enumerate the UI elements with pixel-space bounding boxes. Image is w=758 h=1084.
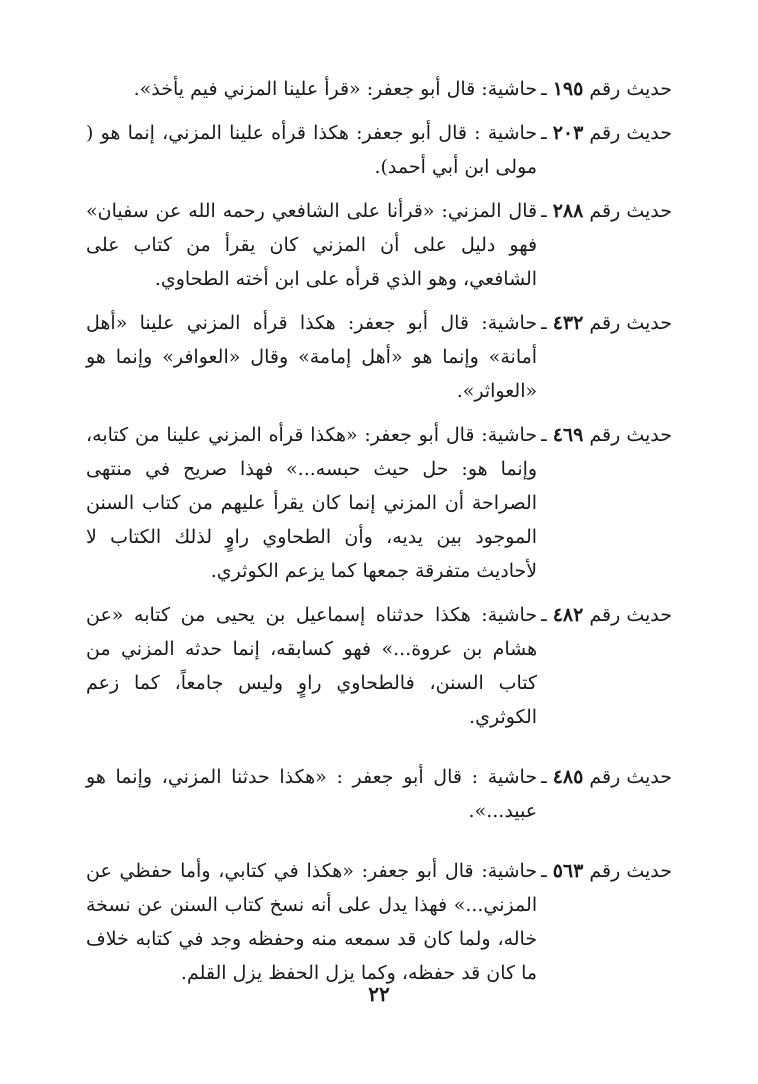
- entry-label: حديث رقم ٤٣٢ ـ: [541, 312, 672, 334]
- hadith-entry: [86, 116, 672, 184]
- entry-label: حديث رقم ١٩٥ ـ: [541, 78, 672, 100]
- entry-text: حاشية : قال أبو جعفر: هكذا قرأه علينا المزني، إنما هو ( مولى ابن أبي أحمد).: [86, 122, 538, 178]
- hadith-number: ٤٨٢: [552, 604, 584, 626]
- entry-text: قال المزني: «قرأنا على الشافعي رحمه الله عن سفيان» فهو دليل على أن المزني كان يقرأ من كتاب على الشافعي، وهو الذي قرأه على ابن أخته الطحاوي.: [86, 200, 538, 290]
- entry-text: حاشية: قال أبو جعفر: هكذا قرأه المزني علينا «أهل أمانة» وإنما هو «أهل إمامة» وقال «العوافر» وإنما هو «العواثر».: [86, 312, 538, 402]
- hadith-entry: [86, 418, 672, 588]
- entry-text: حاشية : قال أبو جعفر : «هكذا حدثنا المزني، وإنما هو عبيد...».: [86, 766, 538, 822]
- hadith-entry: [86, 194, 672, 296]
- hadith-number: ٤٦٩: [552, 424, 584, 446]
- entry-label: حديث رقم ٤٨٢ ـ: [541, 604, 672, 626]
- hadith-number: ٤٣٢: [552, 312, 584, 334]
- entry-label: حديث رقم ٤٦٩ ـ: [541, 424, 672, 446]
- hadith-number: ٤٨٥: [552, 766, 584, 788]
- entry-text: حاشية: قال أبو جعفر: «هكذا قرأه المزني علينا من كتابه، وإنما هو: حل حيث حبسه...» فهذا صريح في منتهى الصراحة أن المزني إنما كان يقرأ عليهم من كتاب السنن الموجود بين يديه، وأن الطحاوي راوٍ لذلك الكتاب لا لأحاديث متفرقة جمعها كما يزعم الكوثري.: [86, 424, 538, 582]
- hadith-entry: [86, 760, 672, 828]
- entry-text: حاشية: قال أبو جعفر: «قرأ علينا المزني فيم يأخذ».: [133, 78, 538, 100]
- hadith-number: ٢٠٣: [552, 122, 584, 144]
- entry-label: حديث رقم ٥٦٣ ـ: [541, 860, 672, 882]
- hadith-entry: [86, 72, 672, 106]
- hadith-number: ٥٦٣: [552, 860, 584, 882]
- hadith-entry: [86, 854, 672, 990]
- page-number: ٢٢: [368, 982, 390, 1006]
- hadith-number: ١٩٥: [552, 78, 584, 100]
- hadith-number: ٢٨٨: [552, 200, 584, 222]
- entry-text: حاشية: هكذا حدثناه إسماعيل بن يحيى من كتابه «عن هشام بن عروة...» فهو كسابقه، إنما حدثه المزني من كتاب السنن، فالطحاوي راوٍ وليس جامعاً، كما زعم الكوثري.: [86, 604, 538, 728]
- entry-label: حديث رقم ٢٨٨ ـ: [541, 200, 672, 222]
- hadith-entry: [86, 306, 672, 408]
- entry-label: حديث رقم ٤٨٥ ـ: [541, 766, 672, 788]
- entry-label: حديث رقم ٢٠٣ ـ: [541, 122, 672, 144]
- entry-text: حاشية: قال أبو جعفر: «هكذا في كتابي، وأما حفظي عن المزني...» فهذا يدل على أنه نسخ كتاب السنن عن نسخة خاله، ولما كان قد سمعه منه وحفظه وجد في كتابه خلاف ما كان قد حفظه، وكما يزل الحفظ يزل القلم.: [86, 860, 538, 984]
- hadith-entry: [86, 598, 672, 734]
